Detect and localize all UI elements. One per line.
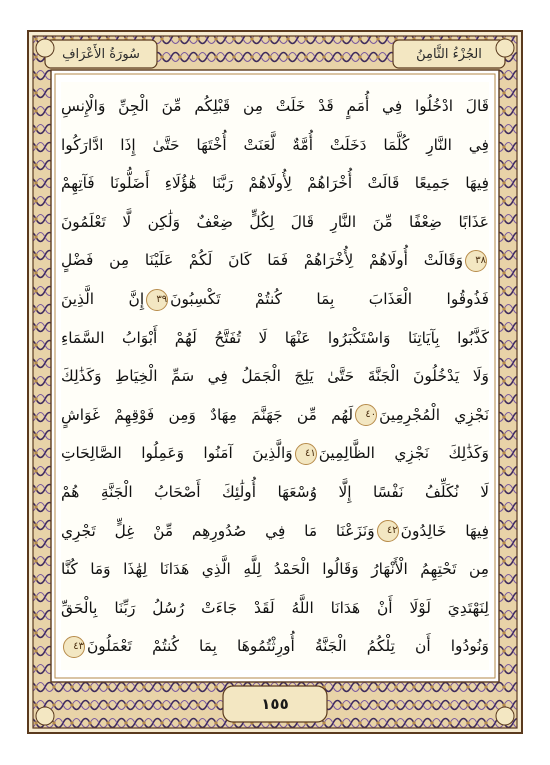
line-text: فِيهَا جَمِيعًا قَالَتْ أُخْرَاهُمْ لِأُولَاهُمْ رَبَّنَا هَٰؤُلَاءِ أَضَلُّونَا فَآتِهِمْ [61, 174, 489, 193]
line-text: لَهُم مِّن جَهَنَّمَ مِهَادٌ وَمِن فَوْقِهِمْ غَوَاشٍ [61, 405, 354, 424]
text-line [61, 551, 489, 587]
line-text: فِي النَّارِ كُلَّمَا دَخَلَتْ أُمَّةٌ لَّعَنَتْ أُخْتَهَا حَتَّىٰ إِذَا ادَّارَكُوا [61, 135, 489, 154]
line-text: كَذَّبُوا بِآيَاتِنَا وَاسْتَكْبَرُوا عَنْهَا لَا تُفَتَّحُ لَهُمْ أَبْوَابُ السَّمَاءِ [61, 328, 489, 347]
text-line [61, 127, 489, 163]
line-text: نَجْزِي الْمُجْرِمِينَ [379, 405, 489, 424]
juz-title: الجُزْءُ الثَّامِنُ [416, 47, 482, 62]
line-text: وَقَالَتْ أُولَاهُمْ لِأُخْرَاهُمْ فَمَا كَانَ لَكُمْ عَلَيْنَا مِن فَضْلٍ [61, 251, 463, 270]
line-text: وَكَذَٰلِكَ نَجْزِي الظَّالِمِينَ [318, 444, 489, 463]
text-line [61, 397, 489, 433]
text-line [61, 474, 489, 510]
line-text: إِنَّ الَّذِينَ [61, 290, 145, 308]
ayah-number-marker: ٤٠ [355, 404, 377, 426]
text-line [61, 242, 489, 278]
text-line [61, 513, 489, 549]
text-line [61, 204, 489, 240]
text-line [61, 435, 489, 471]
line-text: وَلَا يَدْخُلُونَ الْجَنَّةَ حَتَّىٰ يَلِجَ الْجَمَلُ فِي سَمِّ الْخِيَاطِ وَكَذَٰلِكَ [61, 367, 489, 386]
text-line [61, 88, 489, 124]
text-line [61, 165, 489, 201]
line-text: وَنَزَعْنَا مَا فِي صُدُورِهِم مِّنْ غِلٍّ تَجْرِي [61, 521, 375, 540]
mushaf-page [27, 30, 523, 734]
ayah-number-marker: ٤٢ [377, 520, 399, 542]
line-text: وَالَّذِينَ آمَنُوا وَعَمِلُوا الصَّالِحَاتِ [61, 444, 293, 463]
text-line [61, 320, 489, 356]
line-text: فَذُوقُوا الْعَذَابَ بِمَا كُنتُمْ تَكْسِبُونَ [170, 290, 489, 308]
text-line [61, 590, 489, 626]
text-line [61, 281, 489, 317]
ayah-number-marker: ٤١ [295, 443, 317, 465]
line-text: لِنَهْتَدِيَ لَوْلَا أَنْ هَدَانَا اللَّهُ لَقَدْ جَاءَتْ رُسُلُ رَبِّنَا بِالْحَقِّ [61, 598, 489, 617]
quran-text [61, 82, 489, 670]
line-text: قَالَ ادْخُلُوا فِي أُمَمٍ قَدْ خَلَتْ مِن قَبْلِكُم مِّنَ الْجِنِّ وَالْإِنسِ [61, 97, 489, 115]
surah-title: سُورَةُ الأَعْرَافِ [62, 47, 140, 62]
text-line [61, 628, 489, 664]
page-number: ١٥٥ [261, 695, 289, 713]
line-text: فِيهَا خَالِدُونَ [400, 521, 489, 540]
ayah-number-marker: ٣٨ [465, 250, 487, 272]
line-text: عَذَابًا ضِعْفًا مِّنَ النَّارِ قَالَ لِكُلٍّ ضِعْفٌ وَلَٰكِن لَّا تَعْلَمُونَ [61, 212, 489, 231]
line-text: وَنُودُوا أَن تِلْكُمُ الْجَنَّةُ أُورِثْتُمُوهَا بِمَا كُنتُمْ تَعْمَلُونَ [87, 637, 489, 656]
text-line [61, 358, 489, 394]
ayah-number-marker: ٣٩ [146, 289, 168, 311]
ayah-number-marker: ٤٣ [63, 636, 85, 658]
line-text: مِن تَحْتِهِمُ الْأَنْهَارُ وَقَالُوا الْحَمْدُ لِلَّهِ الَّذِي هَدَانَا لِهَٰذَا وَمَا كُنَّا [61, 560, 489, 579]
line-text: لَا نُكَلِّفُ نَفْسًا إِلَّا وُسْعَهَا أُولَٰئِكَ أَصْحَابُ الْجَنَّةِ هُمْ [61, 483, 489, 501]
